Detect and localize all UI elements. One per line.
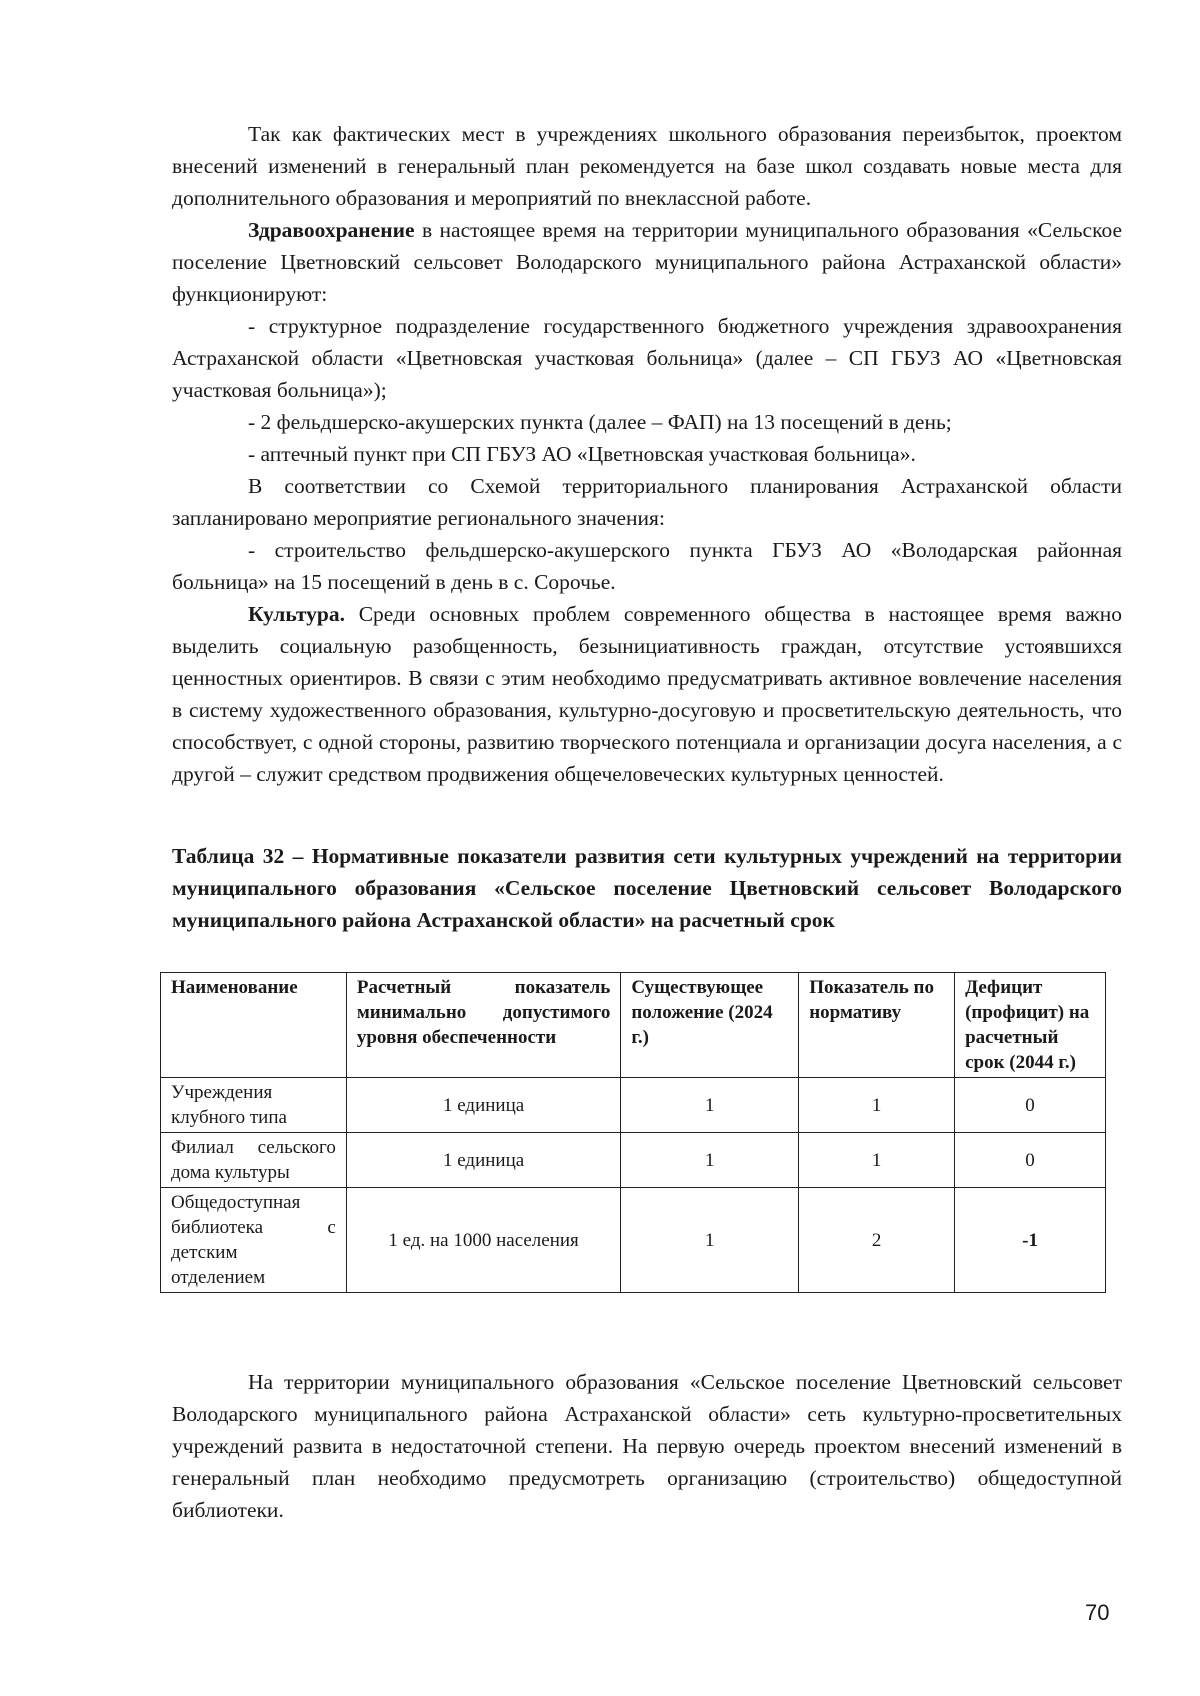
cell-name: Учреждения клубного типа [161,1078,347,1133]
cell-existing: 1 [621,1188,799,1293]
list-item-pharmacy: - аптечный пункт при СП ГБУЗ АО «Цветновская участковая больница». [248,442,916,466]
culture-standards-table [160,972,1106,1293]
table-row [161,1133,1106,1188]
cell-name: Филиал сельского дома культуры [161,1133,347,1188]
body-text-bottom [172,1366,1122,1526]
cell-name: Общедоступная библиотека с детским отделением [161,1188,347,1293]
header-indicator: Расчетный показатель минимально допустимого уровня обеспеченности [346,973,621,1078]
cell-deficit: -1 [955,1188,1106,1293]
cell-existing: 1 [621,1133,799,1188]
paragraph-territorial-scheme: В соответствии со Схемой территориального планирования Астраханской области запланировано мероприятие регионального значения: [172,474,1122,530]
list-item-fap: - 2 фельдшерско-акушерских пункта (далее – ФАП) на 13 посещений в день; [248,410,952,434]
header-deficit: Дефицит (профицит) на расчетный срок (2044 г.) [955,973,1106,1078]
cell-indicator: 1 ед. на 1000 населения [346,1188,621,1293]
header-norm: Показатель по нормативу [799,973,955,1078]
paragraph-culture: Культура. Среди основных проблем современного общества в настоящее время важно выделить социальную разобщенность, безынициативность граждан, отсутствие устоявшихся ценностных ориентиров. В связи с этим необходимо предусматривать активное вовлечение населения в систему художественного образования, культурно-досуговую и просветительскую деятельность, что способствует, с одной стороны, развитию творческого потенциала и организации досуга населения, а с другой – служит средством продвижения общечеловеческих культурных ценностей. [172,602,1122,786]
table-caption: Таблица 32 – Нормативные показатели развития сети культурных учреждений на территории муниципального образования «Сельское поселение Цветновский сельсовет Володарского муниципального района Астраханской области» на расчетный срок [172,844,1122,932]
cell-norm: 1 [799,1133,955,1188]
header-name: Наименование [161,973,347,1078]
paragraph-schools: Так как фактических мест в учреждениях школьного образования переизбыток, проектом внесений изменений в генеральный план рекомендуется на базе школ создавать новые места для дополнительного образования и мероприятий по внеклассной работе. [172,122,1122,210]
body-text-top [172,118,1122,790]
cell-norm: 2 [799,1188,955,1293]
table-row [161,1078,1106,1133]
healthcare-heading: Здравоохранение [248,218,415,242]
header-existing: Существующее положение (2024 г.) [621,973,799,1078]
table-header-row [161,973,1106,1078]
cell-existing: 1 [621,1078,799,1133]
cell-indicator: 1 единица [346,1078,621,1133]
paragraph-library: На территории муниципального образования «Сельское поселение Цветновский сельсовет Володарского муниципального района Астраханской области» сеть культурно-просветительных учреждений развита в недостаточной степени. На первую очередь проектом внесений изменений в генеральный план необходимо предусмотреть организацию (строительство) общедоступной библиотеки. [172,1370,1122,1522]
cell-norm: 1 [799,1078,955,1133]
page-number: 70 [1085,1600,1110,1625]
list-item-construction: - строительство фельдшерско-акушерского пункта ГБУЗ АО «Володарская районная больница» на 15 посещений в день в с. Сорочье. [172,538,1122,594]
cell-deficit: 0 [955,1078,1106,1133]
paragraph-healthcare: Здравоохранение в настоящее время на территории муниципального образования «Сельское поселение Цветновский сельсовет Володарского муниципального района Астраханской области» функционируют: [172,218,1122,306]
culture-heading: Культура. [248,602,345,626]
cell-deficit: 0 [955,1133,1106,1188]
cell-indicator: 1 единица [346,1133,621,1188]
list-item-hospital: - структурное подразделение государственного бюджетного учреждения здравоохранения Астраханской области «Цветновская участковая больница» (далее – СП ГБУЗ АО «Цветновская участковая больница»); [172,314,1122,402]
table-row [161,1188,1106,1293]
